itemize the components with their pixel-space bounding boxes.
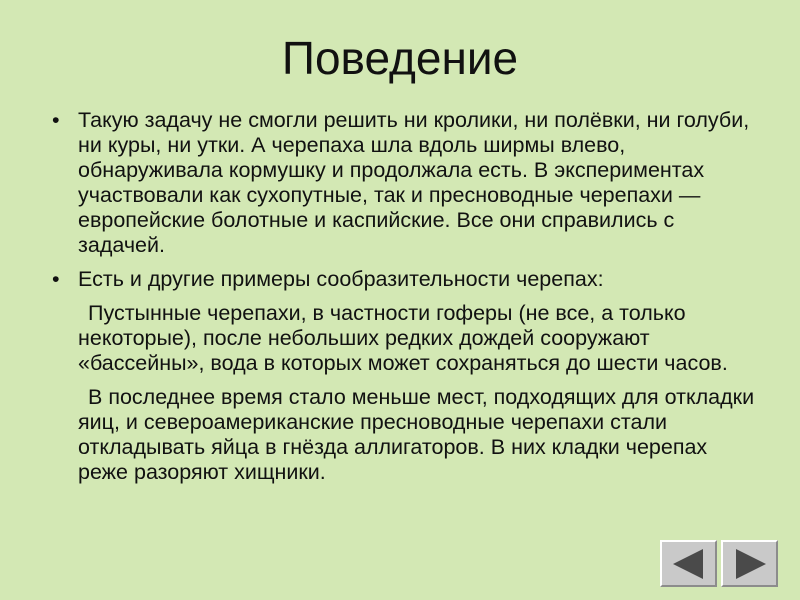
previous-slide-button[interactable] (660, 540, 717, 587)
indented-paragraph: В последнее время стало меньше мест, подходящих для откладки яиц, и североамериканские пресноводные черепахи стали откладывать яйца в гнёзда аллигаторов. В них кладки черепах реже разоряют хищники. (78, 385, 755, 484)
bullet-text: Есть и другие примеры сообразительности черепах: (78, 267, 604, 291)
bullet-item (50, 108, 760, 258)
indented-paragraph: Пустынные черепахи, в частности гоферы (не все, а только некоторые), после небольших редких дождей сооружают «бассейны», вода в которых может сохраняться до шести часов. (78, 301, 728, 375)
bullet-text: Такую задачу не смогли решить ни кролики, ни полёвки, ни голуби, ни куры, ни утки. А черепаха шла вдоль ширмы влево, обнаруживала кормушку и продолжала есть. В экспериментах участвовали как сухопутные, так и пресноводные черепахи — европейские болотные и каспийские. Все они справились с задачей. (78, 108, 750, 257)
slide-navigation (660, 540, 778, 587)
triangle-left-icon (669, 547, 709, 581)
slide-title: Поведение (281, 32, 519, 84)
next-slide-button[interactable] (721, 540, 778, 587)
bullet-marker: • (52, 108, 60, 132)
slide-content (50, 108, 760, 494)
triangle-right-icon (730, 547, 770, 581)
bullet-item (50, 267, 760, 292)
bullet-marker: • (52, 267, 60, 291)
